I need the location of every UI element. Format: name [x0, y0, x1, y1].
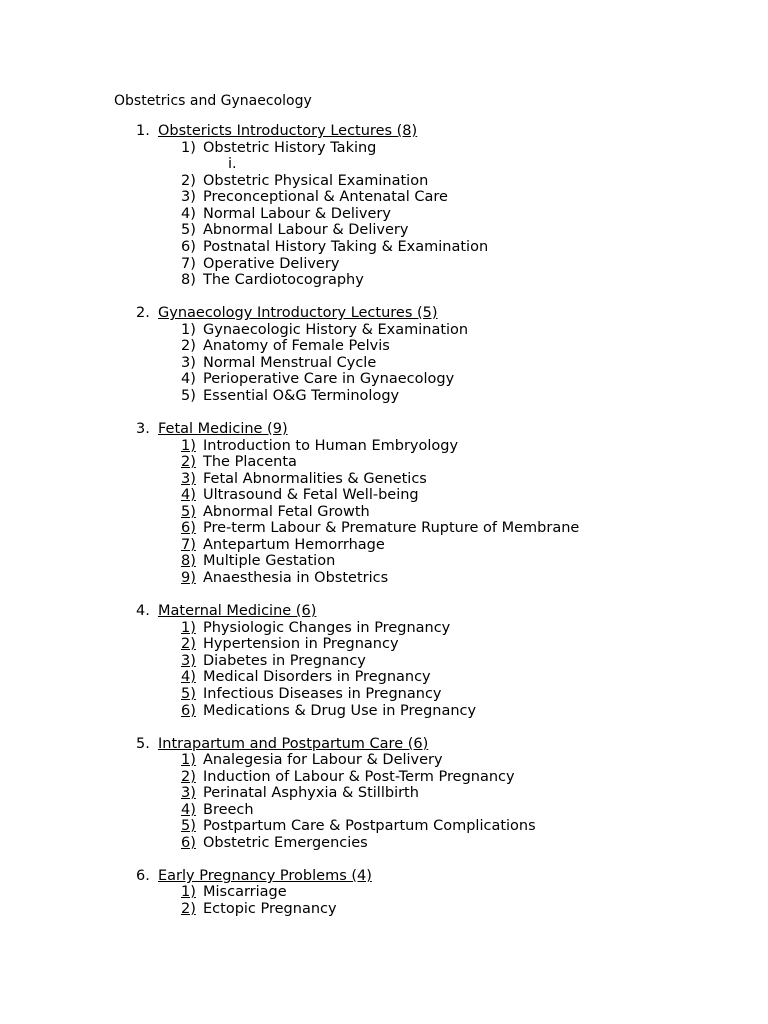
- section-number: 6.: [136, 868, 150, 884]
- list-item: [181, 239, 488, 256]
- item-number: 2): [181, 454, 196, 470]
- item-number: 1): [181, 438, 196, 454]
- item-text: Fetal Abnormalities & Genetics: [203, 471, 427, 487]
- list-item: [181, 256, 339, 273]
- item-text: Diabetes in Pregnancy: [203, 653, 366, 669]
- item-text: Pre-term Labour & Premature Rupture of Membrane: [203, 520, 580, 536]
- list-item: [181, 438, 458, 455]
- list-item: [181, 835, 368, 852]
- section-title: Fetal Medicine (9): [158, 421, 288, 437]
- item-number: 7): [181, 256, 196, 272]
- item-text: Normal Labour & Delivery: [203, 206, 391, 222]
- item-number: 1): [181, 884, 196, 900]
- list-item: [181, 338, 390, 355]
- document-title: Obstetrics and Gynaecology: [114, 93, 312, 109]
- item-text: Analegesia for Labour & Delivery: [203, 752, 443, 768]
- item-number: 4): [181, 206, 196, 222]
- list-item: [181, 686, 442, 703]
- item-text: Obstetric History Taking: [203, 140, 377, 156]
- list-item: [181, 272, 364, 289]
- item-text: Ultrasound & Fetal Well-being: [203, 487, 419, 503]
- section-title: Early Pregnancy Problems (4): [158, 868, 372, 884]
- item-number: 6): [181, 835, 196, 851]
- item-number: 2): [181, 338, 196, 354]
- item-text: Abnormal Fetal Growth: [203, 504, 370, 520]
- item-number: 7): [181, 537, 196, 553]
- section-title: Obstericts Introductory Lectures (8): [158, 123, 418, 139]
- list-item: [181, 653, 366, 670]
- item-number: 4): [181, 371, 196, 387]
- item-number: 1): [181, 322, 196, 338]
- item-text: Breech: [203, 802, 254, 818]
- list-item: [181, 520, 579, 537]
- item-text: Introduction to Human Embryology: [203, 438, 459, 454]
- list-item: [181, 189, 448, 206]
- item-number: 3): [181, 471, 196, 487]
- list-item: [181, 471, 427, 488]
- item-text: Physiologic Changes in Pregnancy: [203, 620, 451, 636]
- section-number: 1.: [136, 123, 150, 139]
- item-text: Obstetric Emergencies: [203, 835, 368, 851]
- section-title: Maternal Medicine (6): [158, 603, 317, 619]
- list-item: [181, 322, 468, 339]
- list-item: [181, 222, 408, 239]
- item-number: 6): [181, 239, 196, 255]
- list-item: [181, 818, 536, 835]
- item-number: 2): [181, 769, 196, 785]
- item-text: Antepartum Hemorrhage: [203, 537, 385, 553]
- item-number: 5): [181, 388, 196, 404]
- item-text: Hypertension in Pregnancy: [203, 636, 399, 652]
- item-text: Normal Menstrual Cycle: [203, 355, 377, 371]
- item-number: 1): [181, 752, 196, 768]
- list-item: [181, 454, 297, 471]
- item-text: Infectious Diseases in Pregnancy: [203, 686, 442, 702]
- item-text: Miscarriage: [203, 884, 287, 900]
- section-title: Gynaecology Introductory Lectures (5): [158, 305, 438, 321]
- item-text: Anatomy of Female Pelvis: [203, 338, 390, 354]
- section-heading: [136, 603, 316, 620]
- item-number: 4): [181, 669, 196, 685]
- list-item: [181, 537, 385, 554]
- item-text: Multiple Gestation: [203, 553, 336, 569]
- list-item: [181, 570, 388, 587]
- item-number: 5): [181, 504, 196, 520]
- item-text: Operative Delivery: [203, 256, 340, 272]
- item-number: 8): [181, 553, 196, 569]
- item-number: 9): [181, 570, 196, 586]
- item-number: 8): [181, 272, 196, 288]
- item-text: Essential O&G Terminology: [203, 388, 400, 404]
- item-text: Obstetric Physical Examination: [203, 173, 429, 189]
- item-number: 1): [181, 620, 196, 636]
- section-title: Intrapartum and Postpartum Care (6): [158, 736, 429, 752]
- item-text: Medical Disorders in Pregnancy: [203, 669, 431, 685]
- list-item: [181, 206, 391, 223]
- list-item: [181, 355, 376, 372]
- section-heading: [136, 123, 417, 140]
- list-item: [181, 388, 399, 405]
- item-text: The Placenta: [203, 454, 297, 470]
- list-item: [181, 884, 287, 901]
- list-item: [181, 752, 443, 769]
- list-item: [181, 173, 428, 190]
- section-heading: [136, 868, 372, 885]
- item-number: 3): [181, 653, 196, 669]
- list-item: [181, 901, 337, 918]
- section-number: 4.: [136, 603, 150, 619]
- list-item: [181, 504, 370, 521]
- item-number: 3): [181, 785, 196, 801]
- section-heading: [136, 305, 438, 322]
- list-item: [181, 140, 376, 157]
- section-number: 2.: [136, 305, 150, 321]
- section-heading: [136, 421, 288, 438]
- item-text: Postpartum Care & Postpartum Complications: [203, 818, 536, 834]
- item-text: Postnatal History Taking & Examination: [203, 239, 489, 255]
- item-text: Perioperative Care in Gynaecology: [203, 371, 455, 387]
- item-number: 4): [181, 802, 196, 818]
- section-number: 5.: [136, 736, 150, 752]
- list-item: [181, 669, 431, 686]
- item-number: 6): [181, 520, 196, 536]
- item-number: 4): [181, 487, 196, 503]
- list-item: [181, 371, 454, 388]
- list-item: [181, 620, 450, 637]
- item-text: The Cardiotocography: [203, 272, 364, 288]
- item-number: 6): [181, 703, 196, 719]
- list-item: [181, 487, 419, 504]
- item-number: 5): [181, 818, 196, 834]
- item-text: Ectopic Pregnancy: [203, 901, 337, 917]
- item-text: Medications & Drug Use in Pregnancy: [203, 703, 477, 719]
- item-number: 2): [181, 636, 196, 652]
- list-item: [181, 703, 476, 720]
- item-text: Perinatal Asphyxia & Stillbirth: [203, 785, 419, 801]
- item-text: Preconceptional & Antenatal Care: [203, 189, 448, 205]
- item-number: 2): [181, 901, 196, 917]
- section-number: 3.: [136, 421, 150, 437]
- list-item: [181, 636, 399, 653]
- item-number: 2): [181, 173, 196, 189]
- list-item: [181, 553, 335, 570]
- section-heading: [136, 736, 428, 753]
- item-number: 5): [181, 686, 196, 702]
- item-text: Gynaecologic History & Examination: [203, 322, 469, 338]
- item-number: 3): [181, 355, 196, 371]
- list-item: [181, 785, 419, 802]
- item-number: 5): [181, 222, 196, 238]
- sub-item-marker: i.: [228, 156, 237, 172]
- item-number: 3): [181, 189, 196, 205]
- item-text: Induction of Labour & Post-Term Pregnancy: [203, 769, 515, 785]
- item-number: 1): [181, 140, 196, 156]
- item-text: Anaesthesia in Obstetrics: [203, 570, 389, 586]
- list-item: [181, 769, 515, 786]
- item-text: Abnormal Labour & Delivery: [203, 222, 409, 238]
- list-item: [181, 802, 254, 819]
